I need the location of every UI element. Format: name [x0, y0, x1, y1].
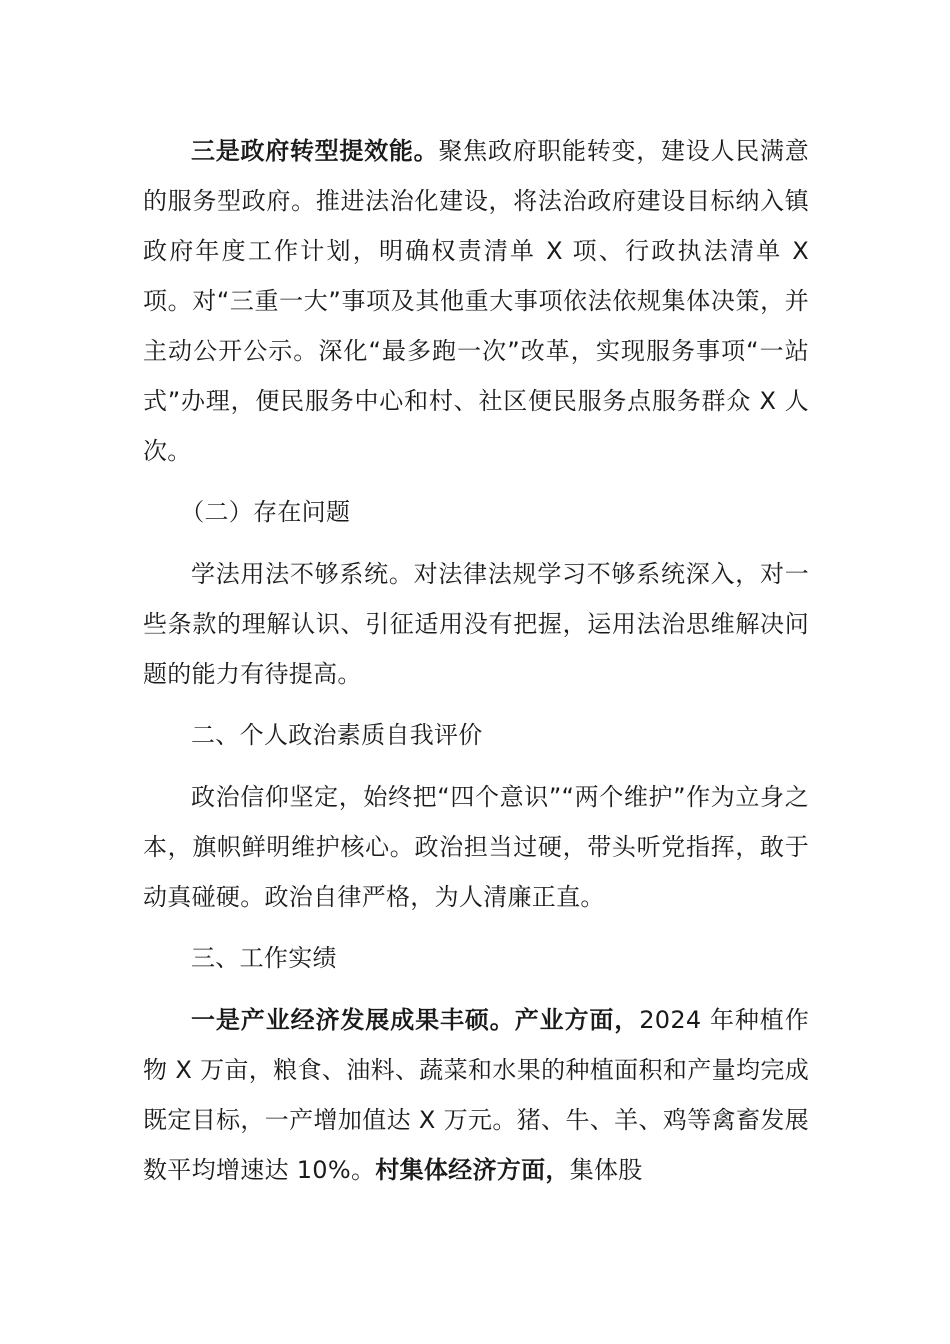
- collective-label-bold: 村集体经济方面，: [375, 1156, 570, 1184]
- paragraph-problems: 学法用法不够系统。对法律法规学习不够系统深入，对一些条款的理解认识、引征适用没有把握，运用法治思维解决问题的能力有待提高。: [143, 560, 809, 688]
- paragraph-industry-economy: [143, 995, 809, 1195]
- heading-work-achievements: 三、工作实绩: [191, 944, 337, 972]
- heading-political-quality: 二、个人政治素质自我评价: [191, 721, 483, 749]
- heading-existing-problems: （二）存在问题: [180, 498, 351, 526]
- paragraph-government-transformation: [143, 126, 809, 476]
- paragraph-lead-bold: 三是政府转型提效能。: [191, 137, 439, 165]
- paragraph-text: 聚焦政府职能转变，建设人民满意的服务型政府。推进法治化建设，将法治政府建设目标纳入镇政府年度工作计划，明确权责清单 X 项、行政执法清单 X 项。对“三重一大”事项及其他重大事项依法依规集体决策，并主动公开公示。深化“最多跑一次”改革，实现服务事项“一站式”办理，便民服务中心和村、社区便民服务点服务群众 X 人次。: [143, 137, 809, 465]
- paragraph-political-quality: 政治信仰坚定，始终把“四个意识”“两个维护”作为立身之本，旗帜鲜明维护核心。政治担当过硬，带头听党指挥，敢于动真碰硬。政治自律严格，为人清廉正直。: [143, 783, 809, 911]
- industry-label-bold: 产业方面，: [514, 1006, 640, 1034]
- paragraph-lead-bold: 一是产业经济发展成果丰硕。: [191, 1006, 515, 1034]
- collective-text: 集体股: [569, 1156, 643, 1184]
- document-page: [143, 126, 809, 1195]
- industry-text: 2024 年种植作物 X 万亩，粮食、油料、蔬菜和水果的种植面积和产量均完成既定目标，一产增加值达 X 万元。猪、牛、羊、鸡等禽畜发展数平均增速达 10%。: [143, 1006, 809, 1184]
